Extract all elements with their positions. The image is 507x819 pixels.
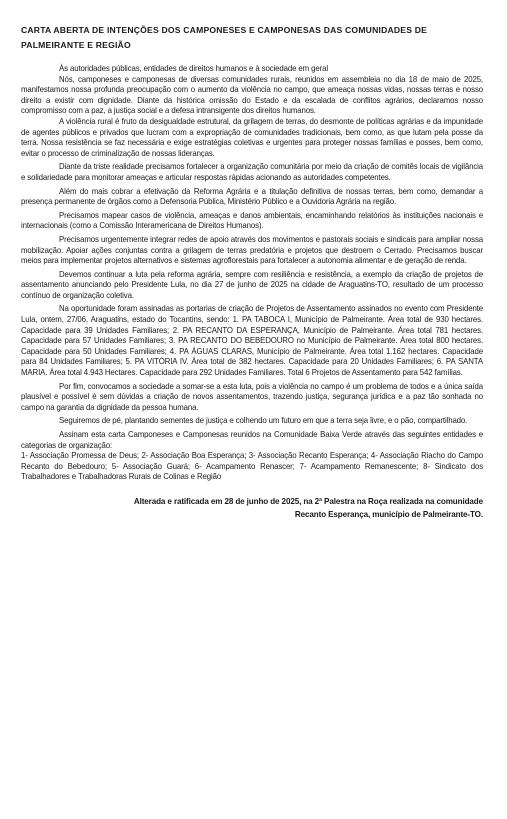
paragraph-signatories-intro: Assinam esta carta Camponeses e Camponesas reunidos na Comunidade Baixa Verde através das seguintes entidades e categorias de organização: [21, 430, 483, 450]
paragraph-mapping: Precisamos mapear casos de violência, ameaças e danos ambientais, encaminhando relatórios às instituições nacionais e internacionais (como a Comissão Interamericana de Direitos Humanos). [21, 210, 483, 231]
paragraph-seeds-of-justice: Seguiremos de pé, plantando sementes de justiça e colhendo um futuro em que a terra seja livre, e o pão, compartilhado. [59, 416, 468, 426]
paragraph-assembly: Nós, camponeses e camponesas de diversas comunidades rurais, reunidos em assembleia no dia 18 de maio de 2025, manifestamos nossa profunda preocupação com o aumento da violência no campo, que ameaça nossas vidas, nossas terras e nosso direito a existir com dignidade. Diante da histórica omissão do Estado e da escalada de conflitos agrários, declaramos nosso compromisso com a paz, a justiça social e a defesa intransigente dos direitos humanos. [21, 74, 483, 116]
letter-title: CARTA ABERTA DE INTENÇÕES DOS CAMPONESES E CAMPONESAS DAS COMUNIDADES DE PALMEIRANTE E REGIÃO [21, 25, 428, 50]
paragraph-organization: Diante da triste realidade precisamos fortalecer a organização comunitária por meio da criação de comitês locais de vigilância e solidariedade para monitorar ameaças e articular respostas rápidas acionando as autoridades competentes. [21, 162, 483, 182]
salutation: Às autoridades públicas, entidades de direitos humanos e à sociedade em geral [59, 64, 328, 73]
closing-note [21, 495, 483, 522]
paragraph-continue-struggle: Devemos continuar a luta pela reforma agrária, sempre com resiliência e resistência, a exemplo da criação de projetos de assentamento anunciando pelo Presidente Lula, no dia 27 de junho de 2025 na cidade de Araguatins-TO, resultado de um processo contínuo de organização coletiva. [21, 269, 483, 300]
closing-line: Recanto Esperança, município de Palmeirante-TO. [294, 510, 483, 520]
paragraph-support-networks: Precisamos urgentemente integrar redes de apoio através dos movimentos e pastorais sociais e sindicais para ampliar nossa mobilização. Apoiar ações conjuntas contra a grilagem de terras predatória e projetos que destroem o Cerrado. Precisamos buscar meios para implementar projetos alternativos e sistemas agroflorestais para fortalecer a autonomia alimentar e de geração de renda. [21, 234, 483, 266]
paragraph-violence: A violência rural é fruto da desigualdade estrutural, da grilagem de terras, do desmonte de políticas agrárias e da impunidade de agentes públicos e privados que lucram com a expropriação de comunidades tradicionais, bem como, as que lutam pela posse da terra. Nossa resistência se faz necessária e exige estratégias coletivas e urgentes para proteger nossas famílias e posses, bem como, evitar o processo de criminalização de nossas lideranças. [21, 116, 483, 158]
paragraph-agrarian-reform: Além do mais cobrar a efetivação da Reforma Agrária e a titulação definitiva de nossas terras, bem como, demandar a presença permanente de órgãos como a Defensoria Pública, Ministério Público e a Ouvidoria Agrária na região. [21, 186, 483, 207]
closing-line: Alterada e ratificada em 28 de junho de 2025, na 2ª Palestra na Roça realizada na comunidade [133, 496, 483, 506]
paragraph-call-to-society: Por fim, convocamos a sociedade a somar-se a esta luta, pois a violência no campo é um problema de todos e a única saída plausível e possível é sem dúvidas a criação de novos assentamentos, trazendo justiça, segurança jurídica e a paz tão sonhada no campo na garantia da dignidade da pessoa humana. [21, 381, 483, 412]
paragraph-signatory-list: 1- Associação Promessa de Deus; 2- Associação Boa Esperança; 3- Associação Recanto Esperança; 4- Associação Riacho do Campo Recanto do Bebedouro; 5- Associação Guará; 6- Acampamento Renascer; 7- Acampamento Remanescente; 8- Sindicato dos Trabalhadores e Trabalhadoras Rurais de Colinas e Região [21, 451, 483, 482]
paragraph-settlement-projects: Na oportunidade foram assinadas as portarias de criação de Projetos de Assentamento assinados no evento com Presidente Lula, ontem, 27/06, Araguatins, estado do Tocantins, sendo: 1. PA TABOCA I, Município de Palmeirante. Área total de 930 hectares. Capacidade para 39 Unidades Familiares; 2. PA RECANTO DA ESPERANÇA, Município de Palmeirante. Área total 781 hectares. Capacidade para 57 Unidades Familiares; 3. PA RECANTO DO BEBEDOURO no Município de Palmeirante. Área total 800 hectares. Capacidade para 50 Unidades Familiares; 4. PA ÁGUAS CLARAS, Município de Palmeirante. Área total 1.162 hectares. Capacidade para 84 Unidades Familiares; 5. PA VITÓRIA IV. Área total de 382 hectares. Capacidade para 20 Unidades Familiares; 6. PA SANTA MARIA. Área total 4.943 Hectares. Capacidade para 292 Unidades Familiares. Total 6 Projetos de Assentamento para 542 famílias. [21, 304, 483, 378]
